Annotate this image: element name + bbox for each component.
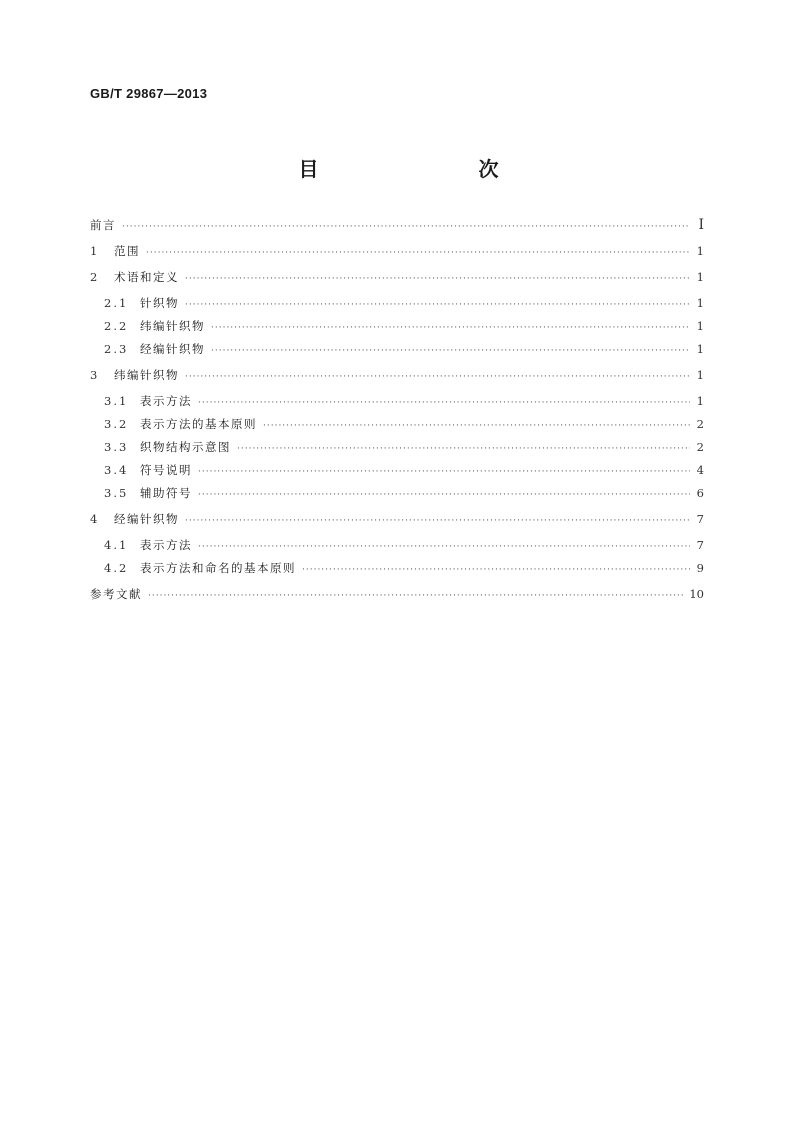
toc-entry-page: 7 [696,538,704,552]
toc-entry-label: 术语和定义 [114,270,179,284]
toc-entry-label: 针织物 [140,296,179,310]
toc-entry-label: 织物结构示意图 [140,440,231,454]
toc-entry-page: 1 [696,368,704,382]
table-of-contents [90,219,704,602]
dot-leader [185,371,690,383]
dot-leader [198,397,690,409]
toc-entry-page: 9 [696,561,704,575]
dot-leader [302,564,690,576]
toc-entry-number: 2.2 [104,319,129,333]
toc-entry[interactable] [90,441,704,455]
toc-entry-label: 表示方法 [140,394,192,408]
toc-entry-label: 纬编针织物 [114,368,179,382]
toc-entry-label: 符号说明 [140,463,192,477]
toc-entry[interactable] [90,395,704,409]
toc-entry-number: 3.4 [104,463,129,477]
toc-entry-page: 4 [696,463,704,477]
toc-entry-number: 3 [90,368,100,382]
toc-entry-page: 1 [696,319,704,333]
toc-entry-number: 3.1 [104,394,129,408]
toc-entry-page: 10 [689,587,704,601]
toc-entry[interactable] [90,343,704,357]
toc-entry-page: 1 [696,244,704,258]
toc-entry-label: 表示方法 [140,538,192,552]
toc-entry-label: 范围 [114,244,140,258]
toc-entry-label: 经编针织物 [114,512,179,526]
standard-code: GB/T 29867—2013 [90,86,208,101]
toc-entry-number: 3.5 [104,486,129,500]
toc-entry[interactable] [90,320,704,334]
toc-entry-number: 4.1 [104,538,129,552]
toc-entry-number: 2 [90,270,100,284]
dot-leader [237,443,690,455]
toc-entry[interactable] [90,513,704,527]
dot-leader [198,489,690,501]
dot-leader [211,345,690,357]
dot-leader [198,466,690,478]
toc-entry-number: 2.1 [104,296,129,310]
toc-entry[interactable] [90,297,704,311]
toc-entry[interactable] [90,219,704,233]
toc-entry-number: 3.2 [104,417,129,431]
toc-entry-page: 2 [696,440,704,454]
dot-leader [146,247,690,259]
toc-entry-label: 纬编针织物 [140,319,205,333]
toc-entry[interactable] [90,245,704,259]
toc-entry[interactable] [90,487,704,501]
dot-leader [185,273,690,285]
toc-entry-number: 4.2 [104,561,129,575]
toc-entry-page: 1 [696,296,704,310]
dot-leader [185,515,690,527]
toc-entry-number: 4 [90,512,100,526]
dot-leader [148,590,683,602]
dot-leader [198,541,690,553]
toc-entry-page: 1 [696,394,704,408]
toc-entry[interactable] [90,369,704,383]
toc-entry-label: 表示方法的基本原则 [140,417,257,431]
toc-entry-label: 经编针织物 [140,342,205,356]
toc-entry[interactable] [90,464,704,478]
toc-entry-label: 参考文献 [90,587,142,601]
toc-entry-page: 2 [696,417,704,431]
toc-entry-number: 3.3 [104,440,129,454]
page-title: 目 次 [298,157,539,181]
dot-leader [185,299,690,311]
toc-entry-number: 2.3 [104,342,129,356]
toc-entry-label: 表示方法和命名的基本原则 [140,561,296,575]
dot-leader [211,322,690,334]
toc-entry[interactable] [90,539,704,553]
toc-entry[interactable] [90,271,704,285]
toc-entry-label: 前言 [90,218,116,232]
toc-entry[interactable] [90,588,704,602]
toc-entry-page: 1 [696,342,704,356]
dot-leader [122,221,690,233]
toc-entry-page: 7 [696,512,704,526]
toc-entry[interactable] [90,562,704,576]
toc-entry-page: 1 [696,270,704,284]
toc-entry-page: Ⅰ [698,217,704,233]
toc-entry-page: 6 [696,486,704,500]
toc-entry[interactable] [90,418,704,432]
toc-entry-label: 辅助符号 [140,486,192,500]
toc-entry-number: 1 [90,244,100,258]
dot-leader [263,420,690,432]
